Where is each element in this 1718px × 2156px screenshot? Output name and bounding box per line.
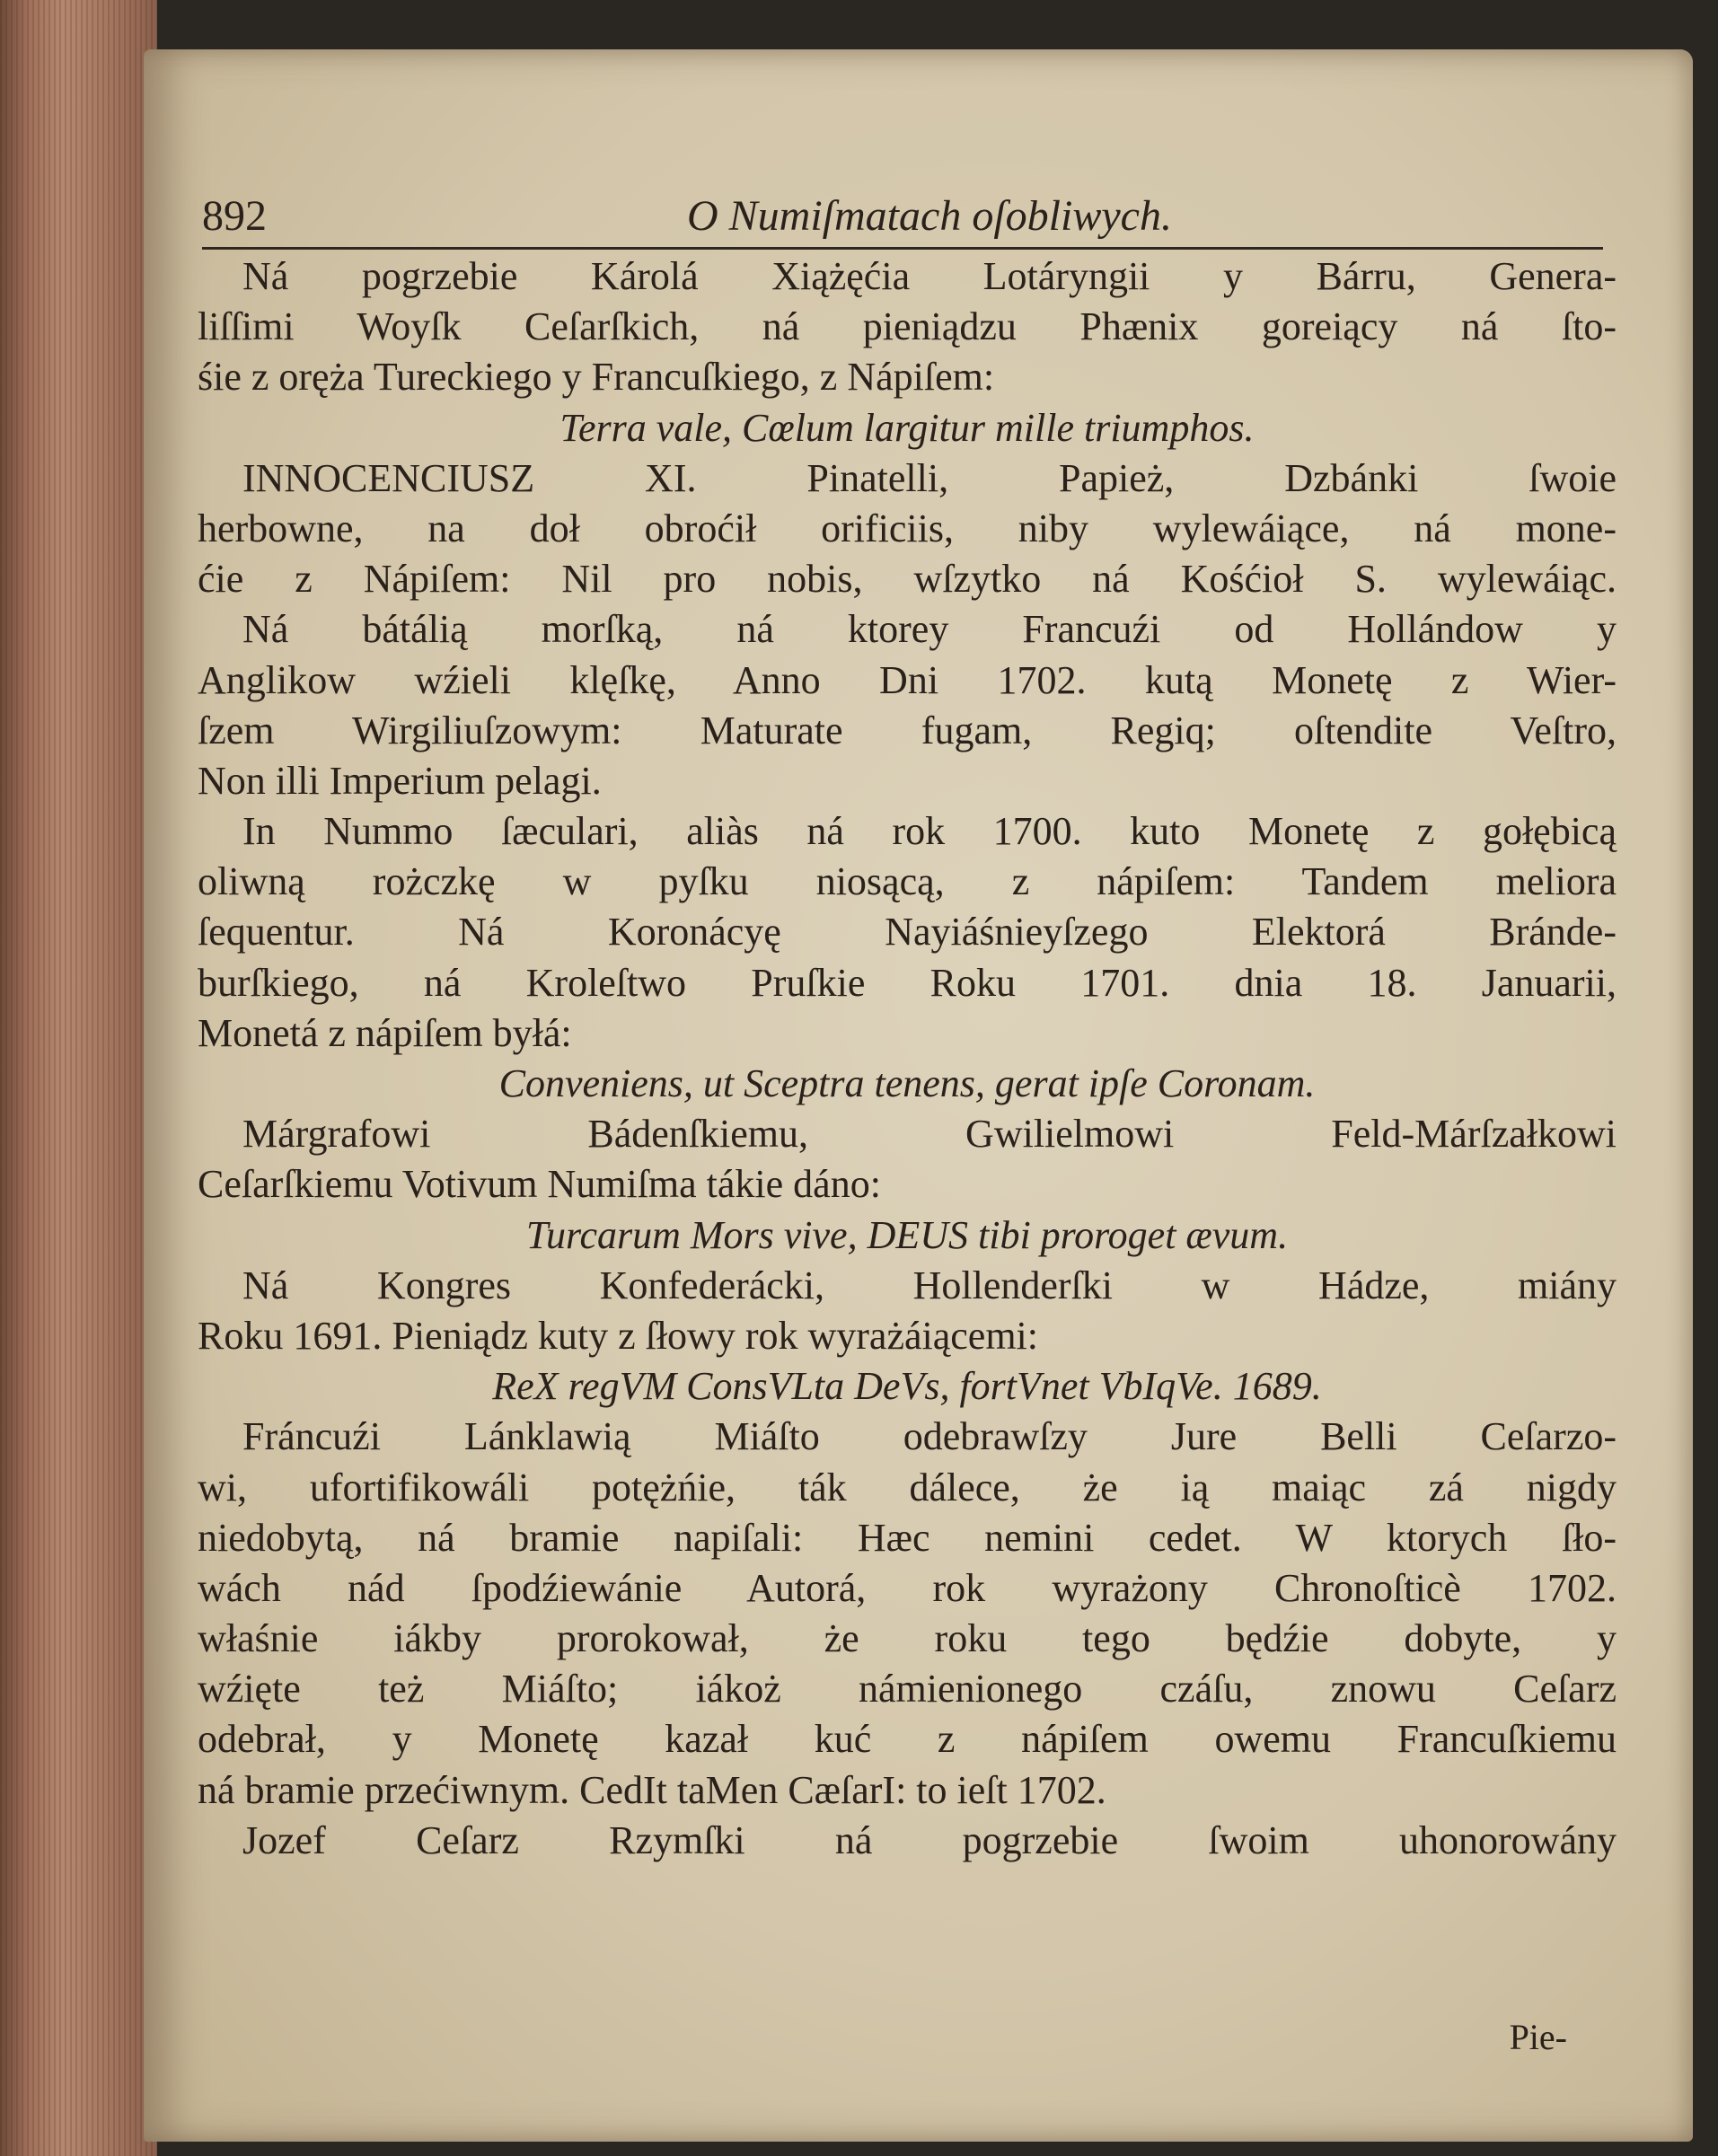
page-body-text — [198, 251, 1617, 1866]
text-line: ná bramie przećiwnym. CedIt taMen CæſarI: to ieſt 1702. — [198, 1767, 1106, 1812]
text-line: Ceſarſkiemu Votivum Numiſma tákie dáno: — [198, 1162, 881, 1207]
text-line: INNOCENCIUSZ XI. Pinatelli, Papież, Dzbánki ſwoie — [242, 455, 1617, 500]
text-line: Non illi Imperium pelagi. — [198, 758, 602, 803]
text-line: Fráncuźi Lánklawią Miáſto odebrawſzy Jure Belli Ceſarzo- — [242, 1414, 1617, 1459]
text-line: ſequentur. Ná Koronácyę Nayiáśnieyſzego Elektorá Bránde- — [198, 910, 1617, 955]
text-line: Ná pogrzebie Károlá Xiążęćia Lotáryngii y Bárru, Genera- — [242, 254, 1617, 298]
page-header — [202, 184, 1603, 250]
running-head: O Numiſmatach oſobliwych. — [687, 192, 1172, 240]
text-line: ſzem Wirgiliuſzowym: Maturate fugam, Regiq; oſtendite Veſtro, — [198, 708, 1617, 752]
text-line: odebrał, y Monetę kazał kuć z nápiſem owemu Francuſkiemu — [198, 1717, 1617, 1762]
catchword: Pie- — [1509, 2017, 1567, 2057]
text-line: ćie z Nápiſem: Nil pro nobis, wſzytko ná Kośćioł S. wylewáiąc. — [198, 557, 1617, 602]
text-line: wi, ufortifikowáli potężńie, ták dálece, że ią maiąc zá nigdy — [198, 1465, 1617, 1509]
text-line: liſſimi Woyſk Ceſarſkich, ná pieniądzu Phænix goreiący ná ſto- — [198, 304, 1617, 349]
text-line: Monetá z nápiſem byłá: — [198, 1010, 572, 1055]
book-page — [144, 49, 1693, 2142]
text-line: oliwną rożczkę w pyſku niosącą, z nápiſem: Tandem meliora — [198, 859, 1617, 904]
text-line: Conveniens, ut Sceptra tenens, gerat ipſe Coronam. — [498, 1061, 1316, 1105]
text-line: Terra vale, Cœlum largitur mille triumphos. — [559, 405, 1255, 450]
text-line: właśnie iákby prorokował, że roku tego będźie dobyte, y — [198, 1616, 1617, 1661]
text-line: śie z oręża Tureckiego y Francuſkiego, z Nápiſem: — [198, 355, 995, 400]
text-line: Anglikow wźieli klęſkę, Anno Dni 1702. kutą Monetę z Wier- — [198, 657, 1617, 702]
text-line: ReX regVM ConsVLta DeVs, fortVnet VbIqVe. 1689. — [492, 1364, 1322, 1409]
text-line: Ná bátálią morſką, ná ktorey Francuźi od Hollándow y — [242, 607, 1617, 652]
text-line: Roku 1691. Pieniądz kuty z ſłowy rok wyrażáiącemi: — [198, 1313, 1038, 1358]
page-number: 892 — [202, 192, 267, 240]
text-line: Turcarum Mors vive, DEUS tibi proroget ævum. — [525, 1212, 1289, 1257]
text-line: herbowne, na doł obroćił orificiis, niby wylewáiące, ná mone- — [198, 506, 1617, 550]
text-line: Jozef Ceſarz Rzymſki ná pogrzebie ſwoim uhonorowány — [242, 1817, 1617, 1862]
text-line: wźięte też Miáſto; iákoż námienionego czáſu, znowu Ceſarz — [198, 1667, 1617, 1712]
text-line: Ná Kongres Konfederácki, Hollenderſki w Hádze, miány — [242, 1263, 1617, 1307]
text-line: Márgrafowi Bádenſkiemu, Gwilielmowi Feld-Márſzałkowi — [242, 1112, 1617, 1157]
text-line: In Nummo ſæculari, aliàs ná rok 1700. kuto Monetę z gołębicą — [242, 809, 1617, 854]
text-line: niedobytą, ná bramie napiſali: Hæc nemini cedet. W ktorych ſło- — [198, 1515, 1617, 1560]
text-line: wách nád ſpodźiewánie Autorá, rok wyrażony Chronoſticè 1702. — [198, 1565, 1617, 1610]
book-fore-edge — [0, 0, 157, 2156]
text-line: burſkiego, ná Kroleſtwo Pruſkie Roku 1701. dnia 18. Januarii, — [198, 960, 1617, 1005]
